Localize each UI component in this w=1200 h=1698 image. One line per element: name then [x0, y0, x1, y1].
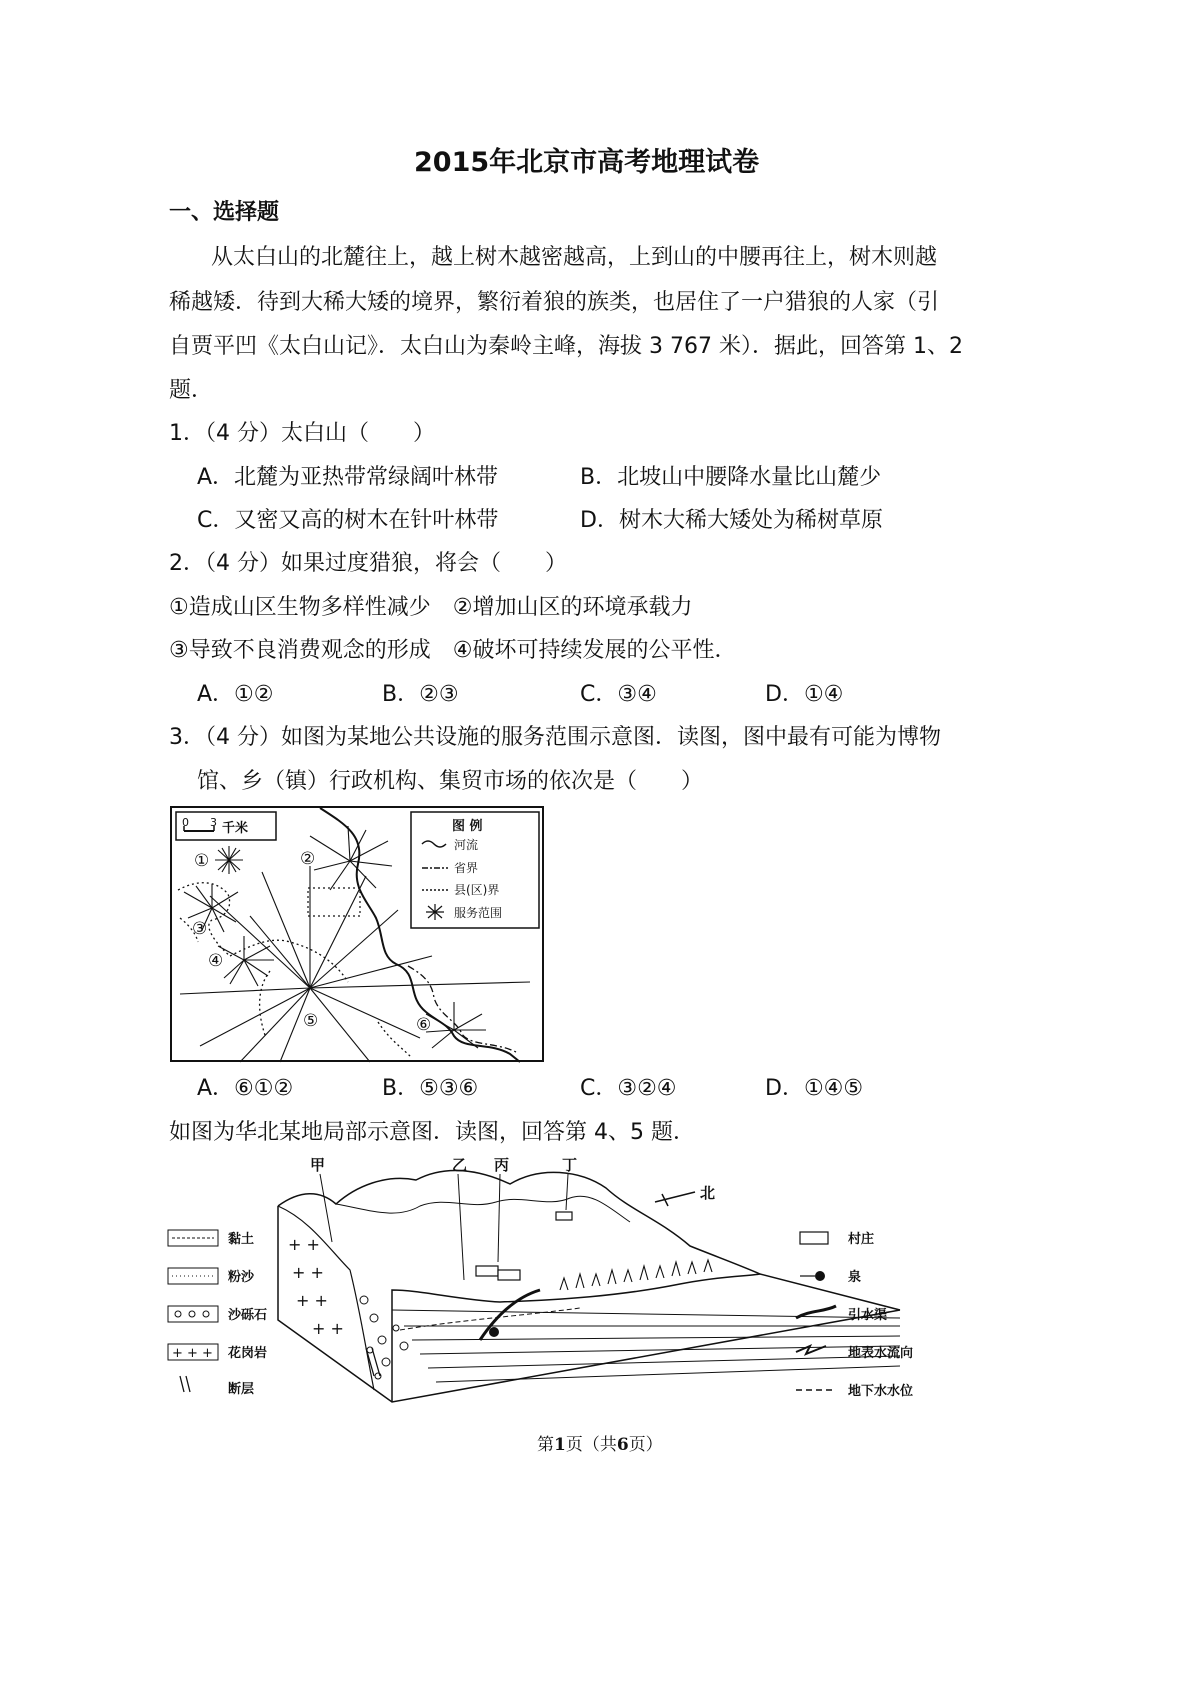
q1-option-a: A．北麓为亚热带常绿阔叶林带 [197, 465, 499, 490]
passage-line: 题． [169, 378, 214, 403]
legend-province: 省界 [454, 861, 479, 875]
legend-river: 河流 [454, 838, 479, 852]
marker-3: ③ [192, 919, 208, 939]
legend-service: 服务范围 [454, 906, 503, 920]
q3-option-b: B．⑤③⑥ [382, 1076, 479, 1101]
label-bing: 丙 [494, 1156, 510, 1174]
q1-option-c: C．又密又高的树木在针叶林带 [197, 508, 499, 533]
footer-total-pages: 6 [616, 1435, 629, 1455]
marker-1: ① [194, 851, 210, 871]
marker-6: ⑥ [416, 1015, 432, 1035]
legend-groundwater: 地下水水位 [848, 1384, 914, 1399]
legend-spring: 泉 [848, 1270, 862, 1285]
legend-title: 图 例 [452, 819, 483, 834]
legend-clay: 黏土 [228, 1232, 255, 1247]
scale-unit: 千米 [222, 821, 249, 836]
legend-canal: 引水渠 [848, 1308, 888, 1323]
passage-line: 从太白山的北麓往上，越上树木越密越高，上到山的中腰再往上，树木则越 [211, 245, 938, 270]
passage-line: 稀越矮．待到大稀大矮的境界，繁衍着狼的族类，也居住了一户猎狼的人家（引 [169, 290, 940, 315]
marker-2: ② [300, 849, 316, 869]
village-icon [476, 1266, 498, 1276]
scale-zero: 0 [182, 816, 189, 829]
svg-text:+ +: + + [292, 1263, 324, 1282]
intro-q4-q5: 如图为华北某地局部示意图．读图，回答第 4、5 题． [169, 1120, 695, 1145]
q3-option-a: A．⑥①② [197, 1076, 294, 1101]
marker-5: ⑤ [303, 1011, 319, 1031]
q2-option-d: D．①④ [765, 682, 844, 707]
label-ding: 丁 [562, 1156, 578, 1174]
block-diagram [160, 1150, 914, 1410]
svg-text:+ +: + + [296, 1291, 328, 1310]
footer-suffix: 页） [628, 1435, 663, 1455]
left-legend [168, 1230, 267, 1397]
forest-band [560, 1260, 712, 1290]
svg-text:+ +: + + [312, 1319, 344, 1338]
question-2-stem: 2．（4 分）如果过度猎狼，将会（ ） [169, 551, 567, 576]
question-1-stem: 1．（4 分）太白山（ ） [169, 421, 435, 446]
north-arrow-icon [655, 1192, 695, 1202]
q2-statement-line: ①造成山区生物多样性减少 ②增加山区的环境承载力 [169, 595, 693, 620]
canal-line [480, 1290, 540, 1340]
q3-option-d: D．①④⑤ [765, 1076, 864, 1101]
legend-surface-flow: 地表水流向 [848, 1346, 914, 1361]
footer-middle: 页（共 [565, 1435, 617, 1455]
page-footer [537, 1430, 663, 1460]
marker-4: ④ [208, 951, 224, 971]
scale-three: 3 [210, 816, 217, 829]
section-heading: 一、选择题 [169, 200, 280, 225]
svg-text:+ +: + + [288, 1235, 320, 1254]
label-yi: 乙 [452, 1156, 468, 1174]
q3-option-c: C．③②④ [580, 1076, 677, 1101]
svg-text:+ + +: + + + [172, 1346, 213, 1361]
legend-granite: 花岗岩 [228, 1346, 268, 1361]
legend-fault: 断层 [228, 1382, 255, 1397]
service-range-map [170, 806, 544, 1062]
service-range-legend-icon [426, 904, 444, 920]
footer-prefix: 第 [537, 1435, 554, 1455]
question-3-stem: 3．（4 分）如图为某地公共设施的服务范围示意图．读图，图中最有可能为博物 [169, 725, 941, 750]
granite-pattern [288, 1235, 344, 1338]
label-jia: 甲 [310, 1156, 326, 1174]
q2-option-a: A．①② [197, 682, 274, 707]
q1-option-b: B．北坡山中腰降水量比山麓少 [580, 465, 882, 490]
legend-county: 县(区)界 [454, 883, 500, 897]
spring-icon [489, 1327, 499, 1337]
q2-option-c: C．③④ [580, 682, 657, 707]
mountain-ridge [278, 1170, 760, 1274]
page-title: 2015年北京市高考地理试卷 [414, 147, 760, 178]
north-label: 北 [700, 1184, 716, 1202]
legend-silt: 粉沙 [228, 1270, 255, 1285]
question-3-stem-cont: 馆、乡（镇）行政机构、集贸市场的依次是（ ） [197, 769, 704, 794]
right-legend [796, 1231, 913, 1399]
footer-page-number: 1 [554, 1435, 566, 1455]
legend-gravel: 沙砾石 [228, 1308, 268, 1323]
q2-option-b: B．②③ [382, 682, 459, 707]
q2-statement-line: ③导致不良消费观念的形成 ④破坏可持续发展的公平性． [169, 638, 737, 663]
legend-village: 村庄 [848, 1232, 875, 1247]
q1-option-d: D．树木大稀大矮处为稀树草原 [580, 508, 883, 533]
gravel-pattern [360, 1296, 408, 1379]
passage-line: 自贾平凹《太白山记》．太白山为秦岭主峰，海拔 3 767 米）．据此，回答第 1、2 [169, 334, 963, 359]
